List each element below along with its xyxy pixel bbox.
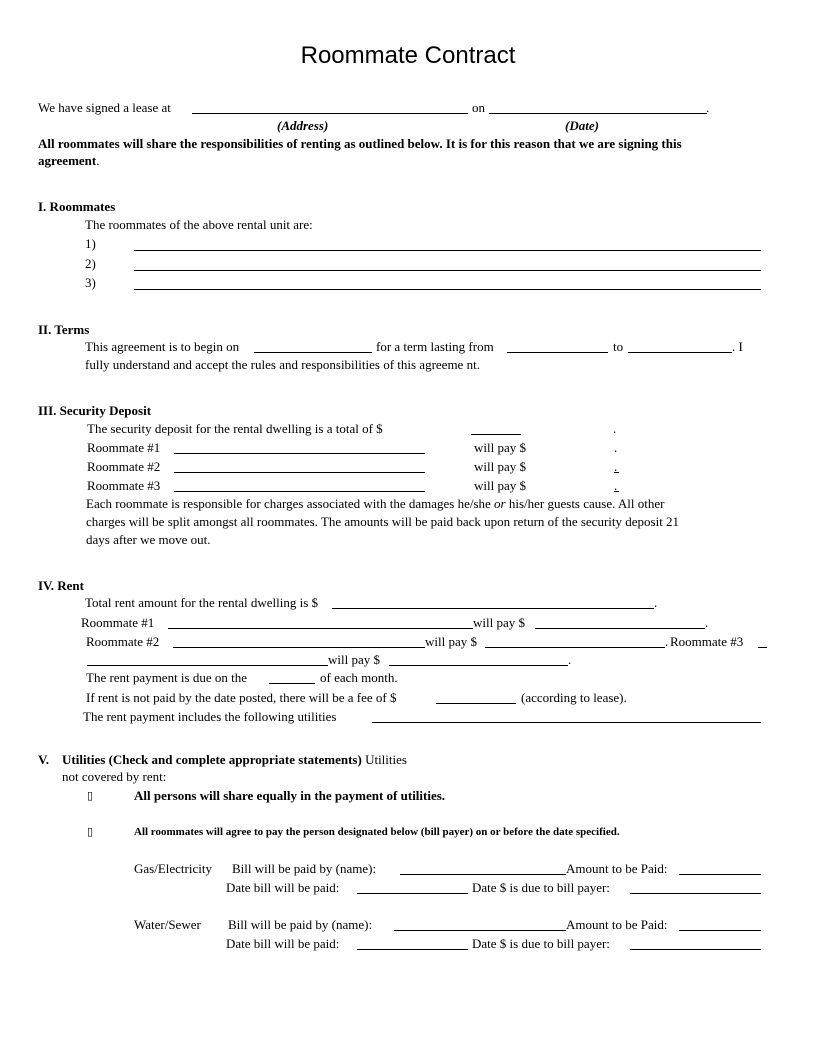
terms-heading: II. Terms: [38, 322, 90, 337]
security-note-line2: charges will be split amongst all roommates. The amounts will be paid back upon return of the security deposit 21: [86, 514, 680, 529]
term-to-field[interactable]: [628, 352, 732, 353]
bill-date-water: Date bill will be paid:: [226, 936, 340, 951]
terms-i: . I: [732, 339, 743, 354]
bill-paid-by-gas: Bill will be paid by (name):: [232, 861, 377, 876]
rent-total-text: Total rent amount for the rental dwelling is $: [85, 595, 319, 610]
rent-period-3: .: [568, 652, 572, 667]
bill-due-gas: Date $ is due to bill payer:: [472, 880, 610, 895]
utilities-heading-text: Utilities (Check and complete appropriate statements): [62, 752, 362, 767]
bill-paid-by-water-field[interactable]: [394, 930, 566, 931]
security-roommate-1-field[interactable]: [174, 453, 425, 454]
begin-date-field[interactable]: [254, 352, 372, 353]
rent-fee-field[interactable]: [436, 703, 516, 704]
lease-date-field[interactable]: [489, 113, 707, 114]
rent-amount-2-field[interactable]: [485, 647, 665, 648]
rent-will-pay-3: will pay $: [328, 652, 380, 667]
statement-line1: All roommates will share the responsibilities of renting as outlined below. It is for this reason that we are signing this: [38, 136, 682, 151]
security-period-1: .: [614, 440, 618, 455]
checkbox-bill-payer[interactable]: ▯: [87, 825, 94, 838]
utilities-not-covered: not covered by rent:: [62, 769, 167, 784]
security-period-2: .: [614, 459, 618, 474]
note-part-b: his/her guests cause. All other: [505, 496, 665, 511]
roommates-heading: I. Roommates: [38, 199, 116, 214]
security-amount-3-field[interactable]: [614, 491, 619, 492]
rent-total-field[interactable]: [332, 608, 654, 609]
statement-end: .: [96, 153, 100, 168]
rent-roommate-3: Roommate #3: [670, 634, 744, 649]
security-roommate-3-field[interactable]: [174, 491, 425, 492]
rent-utilities-text: The rent payment includes the following utilities: [83, 709, 337, 724]
lease-period: .: [706, 100, 710, 115]
rent-heading: IV. Rent: [38, 578, 84, 593]
rent-will-pay-1: will pay $: [473, 615, 525, 630]
rent-roommate-1: Roommate #1: [81, 615, 155, 630]
bill-amount-gas: Amount to be Paid:: [566, 861, 668, 876]
security-total-field[interactable]: [471, 434, 521, 435]
roommate-item-2: 2): [85, 256, 96, 271]
security-roommate-1: Roommate #1: [87, 440, 161, 455]
option-bill-payer: All roommates will agree to pay the person designated below (bill payer) on or before the date specified.: [134, 826, 620, 838]
bill-amount-water-field[interactable]: [679, 930, 761, 931]
security-total-text: The security deposit for the rental dwelling is a total of $: [87, 421, 383, 436]
bill-paid-by-gas-field[interactable]: [400, 874, 566, 875]
rent-roommate-2-field[interactable]: [173, 647, 425, 648]
rent-due-day-field[interactable]: [269, 683, 315, 684]
roommates-intro: The roommates of the above rental unit are:: [85, 217, 313, 232]
address-caption: (Address): [277, 118, 329, 133]
bill-name-gas: Gas/Electricity: [134, 861, 212, 876]
rent-period-1: .: [705, 615, 709, 630]
option-share-equally: All persons will share equally in the payment of utilities.: [134, 788, 446, 803]
security-total-period: .: [613, 421, 617, 436]
rent-roommate-3-field[interactable]: [87, 665, 328, 666]
security-will-pay-2: will pay $: [474, 459, 526, 474]
rent-amount-1-field[interactable]: [535, 628, 705, 629]
roommate-field-1[interactable]: [134, 250, 761, 251]
bill-due-water: Date $ is due to bill payer:: [472, 936, 610, 951]
statement-word: agreement: [38, 153, 97, 168]
address-field[interactable]: [192, 113, 468, 114]
security-roommate-2: Roommate #2: [87, 459, 161, 474]
security-note-line3: days after we move out.: [86, 532, 211, 547]
terms-line2: fully understand and accept the rules and responsibilities of this agreeme nt.: [85, 357, 480, 372]
rent-will-pay-2: will pay $: [425, 634, 477, 649]
bill-amount-water: Amount to be Paid:: [566, 917, 668, 932]
rent-fee-text: If rent is not paid by the date posted, there will be a fee of $: [86, 690, 397, 705]
rent-according: (according to lease).: [521, 690, 627, 705]
bill-paid-by-water: Bill will be paid by (name):: [228, 917, 373, 932]
lease-on: on: [472, 100, 485, 115]
bill-due-gas-field[interactable]: [630, 893, 761, 894]
note-or: or: [494, 496, 506, 511]
bill-due-water-field[interactable]: [630, 949, 761, 950]
rent-roommate-3-field-start[interactable]: [758, 647, 767, 648]
rent-due-text: The rent payment is due on the: [86, 670, 248, 685]
rent-utilities-field[interactable]: [372, 722, 761, 723]
security-period-3: .: [614, 478, 618, 493]
rent-amount-3-field[interactable]: [389, 665, 568, 666]
bill-date-gas: Date bill will be paid:: [226, 880, 340, 895]
security-will-pay-3: will pay $: [474, 478, 526, 493]
roommate-item-3: 3): [85, 275, 96, 290]
security-roommate-3: Roommate #3: [87, 478, 161, 493]
note-part-a: Each roommate is responsible for charges associated with the damages he/she: [86, 496, 495, 511]
bill-name-water: Water/Sewer: [134, 917, 201, 932]
utilities-heading-tail: Utilities: [361, 752, 407, 767]
terms-begin: This agreement is to begin on: [85, 339, 240, 354]
security-will-pay-1: will pay $: [474, 440, 526, 455]
term-from-field[interactable]: [507, 352, 608, 353]
roommate-field-3[interactable]: [134, 289, 761, 290]
rent-period-2: .: [665, 634, 669, 649]
date-caption: (Date): [565, 118, 599, 133]
bill-date-water-field[interactable]: [357, 949, 468, 950]
terms-from: for a term lasting from: [376, 339, 494, 354]
security-roommate-2-field[interactable]: [174, 472, 425, 473]
roommate-item-1: 1): [85, 236, 96, 251]
page-title: Roommate Contract: [300, 42, 516, 69]
utilities-heading: [62, 752, 407, 768]
utilities-heading-num: V.: [38, 752, 49, 767]
lease-intro: We have signed a lease at: [38, 100, 171, 115]
security-amount-2-field[interactable]: [614, 472, 619, 473]
rent-total-period: .: [654, 595, 658, 610]
security-heading: III. Security Deposit: [38, 403, 152, 418]
checkbox-share-equally[interactable]: ▯: [87, 789, 94, 802]
rent-roommate-2: Roommate #2: [86, 634, 160, 649]
bill-date-gas-field[interactable]: [357, 893, 468, 894]
security-note-line1: [86, 496, 664, 512]
bill-amount-gas-field[interactable]: [679, 874, 761, 875]
roommate-field-2[interactable]: [134, 270, 761, 271]
rent-roommate-1-field[interactable]: [168, 628, 473, 629]
rent-each-month: of each month.: [320, 670, 398, 685]
statement-line2: [38, 153, 99, 169]
terms-to: to: [613, 339, 624, 354]
